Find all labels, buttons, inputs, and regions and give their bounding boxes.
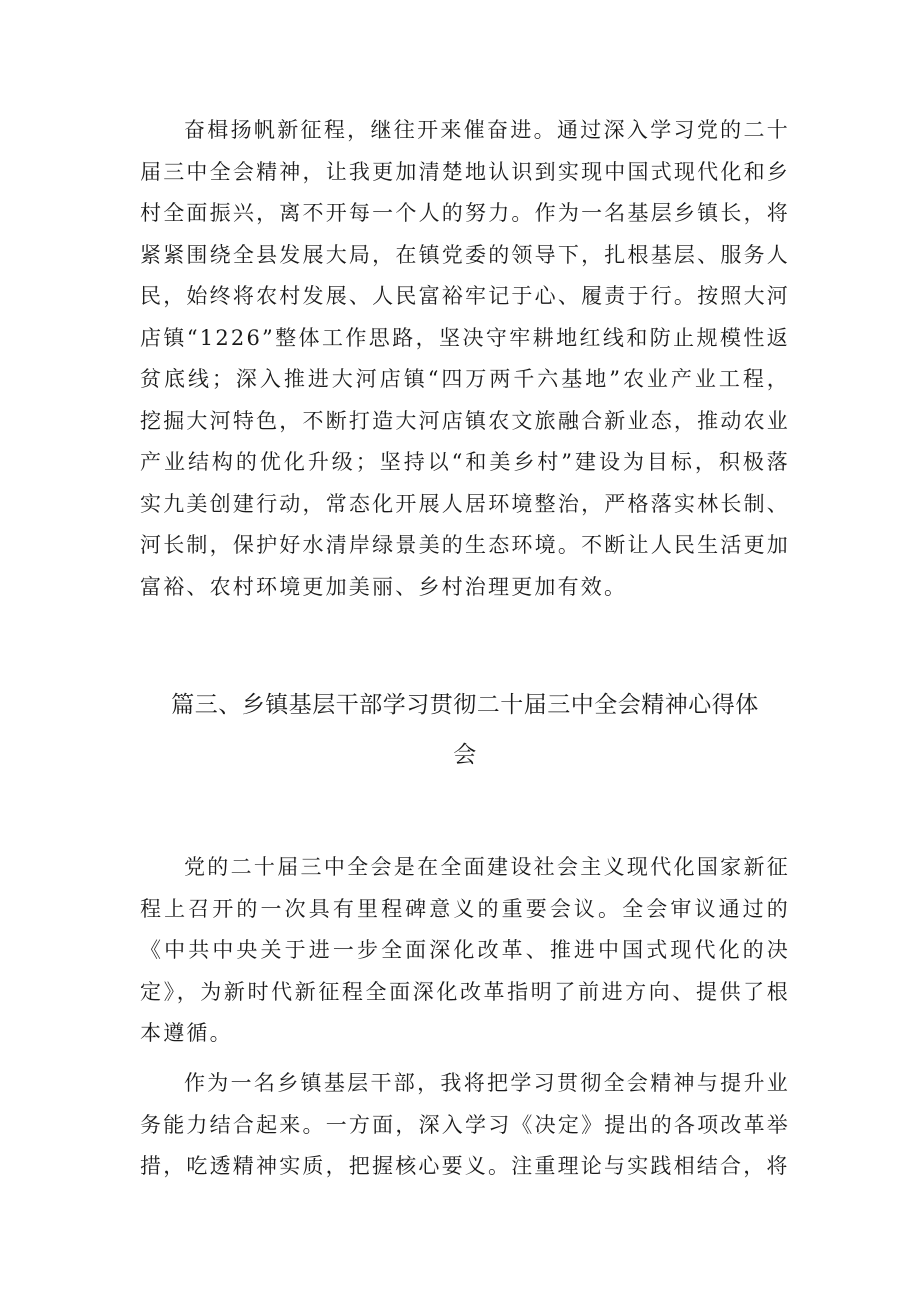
section-heading-line-1: 篇三、乡镇基层干部学习贯彻二十届三中全会精神心得体 [171, 692, 759, 718]
section-heading [140, 683, 790, 778]
section-heading-line-2: 会 [453, 742, 477, 768]
body-paragraph-1: 奋楫扬帆新征程，继往开来催奋进。通过深入学习党的二十届三中全会精神，让我更加清楚地认识到实现中国式现代化和乡村全面振兴，离不开每一个人的努力。作为一名基层乡镇长，将紧紧围绕全县发展大局，在镇党委的领导下，扎根基层、服务人民，始终将农村发展、人民富裕牢记于心、履责于行。按照大河店镇“1226”整体工作思路，坚决守牢耕地红线和防止规模性返贫底线；深入推进大河店镇“四万两千六基地”农业产业工程，挖掘大河特色，不断打造大河店镇农文旅融合新业态，推动农业产业结构的优化升级；坚持以“和美乡村”建设为目标，积极落实九美创建行动，常态化开展人居环境整治，严格落实林长制、河长制，保护好水清岸绿景美的生态环境。不断让人民生活更加富裕、农村环境更加美丽、乡村治理更加有效。 [140, 118, 790, 599]
body-paragraph-3: 作为一名乡镇基层干部，我将把学习贯彻全会精神与提升业务能力结合起来。一方面，深入学习《决定》提出的各项改革举措，吃透精神实质，把握核心要义。注重理论与实践相结合，将 [140, 1071, 790, 1178]
body-paragraph-2: 党的二十届三中全会是在全面建设社会主义现代化国家新征程上召开的一次具有里程碑意义的重要会议。全会审议通过的《中共中央关于进一步全面深化改革、推进中国式现代化的决定》，为新时代新征程全面深化改革指明了前进方向、提供了根本遵循。 [140, 855, 790, 1045]
